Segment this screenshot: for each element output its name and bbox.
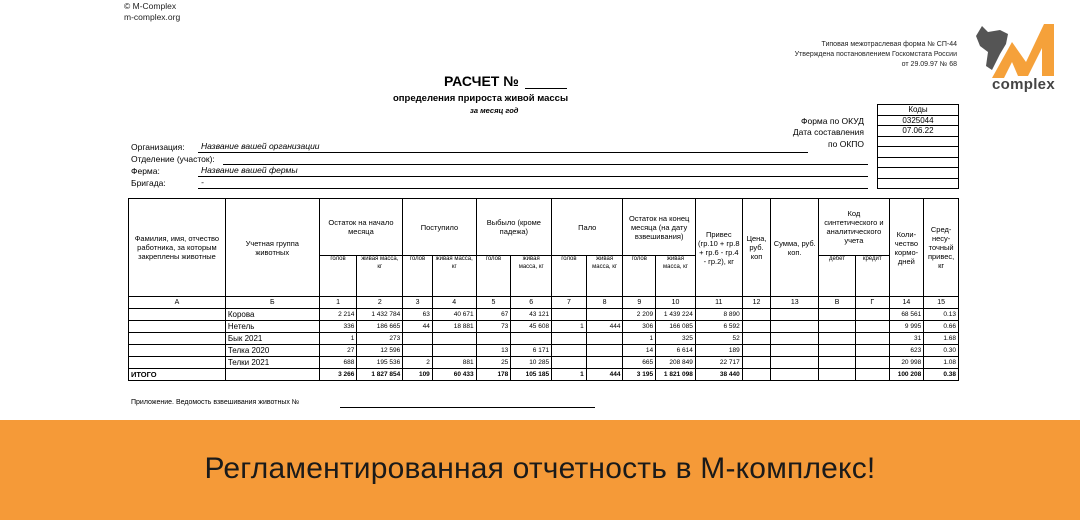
cell-credit: [855, 345, 889, 357]
cell-worker: [129, 321, 226, 333]
cell-worker: [129, 357, 226, 369]
column-number: В: [819, 297, 856, 309]
column-number: 14: [889, 297, 924, 309]
org-underline: [198, 152, 808, 153]
cell-value: 9 995: [889, 321, 924, 333]
subheader-mass: живая масса, кг: [586, 256, 623, 297]
total-value: 100 208: [889, 369, 924, 381]
total-value: 444: [586, 369, 623, 381]
cell-value: 10 285: [511, 357, 552, 369]
copyright: [124, 1, 180, 23]
cell-value: 1: [552, 321, 587, 333]
column-number: 3: [403, 297, 433, 309]
cell-value: 2 214: [319, 309, 357, 321]
cell-price: [742, 333, 771, 345]
website-line: m-complex.org: [124, 12, 181, 22]
cell-sum: [771, 321, 819, 333]
cell-sum: [771, 345, 819, 357]
cell-credit: [855, 357, 889, 369]
cell-value: 73: [476, 321, 511, 333]
cell-value: 0.66: [924, 321, 959, 333]
cell-value: 6 592: [695, 321, 742, 333]
okpo-label: по ОКПО: [828, 138, 864, 149]
org-value: Название вашей организации: [201, 141, 320, 151]
document-subtitle: определения прироста живой массы: [393, 93, 569, 104]
cell-group: Телка 2020: [225, 345, 319, 357]
cell-value: [552, 357, 587, 369]
header-price: Цена, руб. коп: [742, 199, 771, 297]
empty-code-cell: [878, 147, 959, 158]
total-value: 1 827 854: [357, 369, 403, 381]
appendix-underline: [340, 407, 595, 408]
subheader-mass: живая масса, кг: [432, 256, 476, 297]
header-group: Учетная группа животных: [225, 199, 319, 297]
cell-debit: [819, 357, 856, 369]
cell-value: [552, 309, 587, 321]
cell-value: 195 536: [357, 357, 403, 369]
total-value: 38 440: [695, 369, 742, 381]
subheader-debit: дебет: [819, 256, 856, 297]
cell-value: 623: [889, 345, 924, 357]
column-number: 5: [476, 297, 511, 309]
subheader-heads: голов: [623, 256, 656, 297]
cell-value: [403, 345, 433, 357]
cell-value: 25: [476, 357, 511, 369]
form-approval-line: Утверждена постановлением Госкомстата России: [794, 51, 957, 58]
cell-value: [586, 357, 623, 369]
cell-sum: [771, 309, 819, 321]
cell-value: 273: [357, 333, 403, 345]
copyright-line: © M-Complex: [124, 1, 177, 11]
header-out: Выбыло (кроме падежа): [476, 199, 551, 256]
dept-label: Отделение (участок):: [131, 154, 215, 164]
subheader-heads: голов: [552, 256, 587, 297]
appendix-note: Приложение. Ведомость взвешивания животных №: [131, 399, 300, 406]
banner-text: Регламентированная отчетность в М-комплекс!: [204, 452, 876, 485]
subheader-mass: живая масса, кг: [357, 256, 403, 297]
cell-price: [742, 321, 771, 333]
cell-value: 1 432 784: [357, 309, 403, 321]
cell-price: [742, 357, 771, 369]
cell-value: 44: [403, 321, 433, 333]
header-fio: Фамилия, имя, отчество работника, за которым закреплены животные: [129, 199, 226, 297]
form-header: [795, 40, 957, 70]
cell-value: 444: [586, 321, 623, 333]
empty-code-cell: [878, 178, 959, 189]
cell-value: [403, 333, 433, 345]
header-end: Остаток на конец месяца (на дату взвешивания): [623, 199, 695, 256]
brigade-value: -: [201, 177, 204, 187]
cell-value: 20 998: [889, 357, 924, 369]
cell-value: 43 121: [511, 309, 552, 321]
cell-value: [432, 345, 476, 357]
date-label: Дата составления: [792, 127, 864, 138]
cell-debit: [819, 369, 856, 381]
dept-underline: [223, 164, 868, 165]
column-number: 12: [742, 297, 771, 309]
column-number: 13: [771, 297, 819, 309]
date-value: 07.06.22: [878, 126, 959, 137]
cell-value: 63: [403, 309, 433, 321]
farm-underline: [198, 176, 868, 177]
header-sum: Сумма, руб. коп.: [771, 199, 819, 297]
cell-debit: [819, 333, 856, 345]
code-labels: [793, 116, 864, 150]
livestock-weight-table: [128, 198, 959, 381]
cell-price: [742, 345, 771, 357]
cell-sum: [771, 333, 819, 345]
cell-price: [742, 309, 771, 321]
empty-code-cell: [878, 168, 959, 179]
cell-value: 1: [623, 333, 656, 345]
column-number: 7: [552, 297, 587, 309]
cell-value: [432, 333, 476, 345]
cell-group: Телки 2021: [225, 357, 319, 369]
cell-sum: [771, 369, 819, 381]
cell-value: 52: [695, 333, 742, 345]
okpo-value: [878, 136, 959, 147]
cell-value: 2: [403, 357, 433, 369]
subheader-heads: голов: [476, 256, 511, 297]
cell-value: 2 209: [623, 309, 656, 321]
total-value: 3 195: [623, 369, 656, 381]
cell-value: [476, 333, 511, 345]
cell-value: [586, 309, 623, 321]
cell-value: 22 717: [695, 357, 742, 369]
header-avg: Сред-несу-точный привес, кг: [924, 199, 959, 297]
cell-worker: [129, 345, 226, 357]
cell-value: 881: [432, 357, 476, 369]
cell-value: 1.08: [924, 357, 959, 369]
cell-value: 688: [319, 357, 357, 369]
cell-value: [552, 345, 587, 357]
number-blank: [525, 76, 567, 89]
subheader-heads: голов: [403, 256, 433, 297]
codes-box: [877, 104, 959, 189]
okud-label: Форма по ОКУД: [801, 116, 864, 126]
cell-value: 67: [476, 309, 511, 321]
cell-debit: [819, 321, 856, 333]
cell-value: 14: [623, 345, 656, 357]
title-text: РАСЧЕТ №: [444, 73, 519, 89]
cell-value: 1: [319, 333, 357, 345]
cell-value: [586, 333, 623, 345]
farm-value: Название вашей фермы: [201, 165, 298, 175]
column-number: 6: [511, 297, 552, 309]
org-label: Организация:: [131, 142, 185, 152]
subheader-credit: кредит: [855, 256, 889, 297]
header-start: Остаток на начало месяца: [319, 199, 403, 256]
cell-value: 6 171: [511, 345, 552, 357]
total-value: 0.38: [924, 369, 959, 381]
table-row: [129, 357, 959, 369]
okud-value: 0325044: [878, 115, 959, 126]
cell-price: [742, 369, 771, 381]
cell-value: 336: [319, 321, 357, 333]
column-number: 4: [432, 297, 476, 309]
subheader-mass: живая масса, кг: [656, 256, 696, 297]
brigade-label: Бригада:: [131, 178, 166, 188]
cell-debit: [819, 309, 856, 321]
total-value: 60 433: [432, 369, 476, 381]
cell-value: 31: [889, 333, 924, 345]
total-value: 1 821 098: [656, 369, 696, 381]
cell-worker: [129, 309, 226, 321]
subheader-heads: голов: [319, 256, 357, 297]
cell-value: 166 085: [656, 321, 696, 333]
cell-value: 40 671: [432, 309, 476, 321]
column-number: Г: [855, 297, 889, 309]
logo-wordmark: complex: [992, 76, 1055, 93]
header-in: Поступило: [403, 199, 476, 256]
cell-group: [225, 369, 319, 381]
total-value: 3 266: [319, 369, 357, 381]
table-row: [129, 321, 959, 333]
header-code: Код синтетического и аналитического учета: [819, 199, 889, 256]
subheader-mass: живая масса, кг: [511, 256, 552, 297]
cell-group: Нетель: [225, 321, 319, 333]
cell-value: 1.68: [924, 333, 959, 345]
brigade-underline: [198, 188, 868, 189]
cell-value: 0.13: [924, 309, 959, 321]
table-row: [129, 345, 959, 357]
column-number: 15: [924, 297, 959, 309]
column-number: 1: [319, 297, 357, 309]
empty-code-cell: [878, 157, 959, 168]
column-number: 9: [623, 297, 656, 309]
total-value: 1: [552, 369, 587, 381]
cell-value: 27: [319, 345, 357, 357]
column-number: 2: [357, 297, 403, 309]
column-number: Б: [225, 297, 319, 309]
cell-value: 665: [623, 357, 656, 369]
cell-credit: [855, 309, 889, 321]
cell-value: 306: [623, 321, 656, 333]
column-number: 10: [656, 297, 696, 309]
form-date-line: от 29.09.97 № 68: [901, 61, 957, 68]
cell-value: [586, 345, 623, 357]
form-type-line: Типовая межотраслевая форма № СП-44: [821, 41, 957, 48]
column-number: 8: [586, 297, 623, 309]
cell-value: 18 881: [432, 321, 476, 333]
cell-value: 45 608: [511, 321, 552, 333]
codes-header: Коды: [878, 105, 959, 116]
cell-value: 0.30: [924, 345, 959, 357]
cell-value: 12 596: [357, 345, 403, 357]
cell-group: Корова: [225, 309, 319, 321]
document-period: за месяц год: [470, 106, 519, 115]
cell-value: 13: [476, 345, 511, 357]
cell-value: [552, 333, 587, 345]
cell-credit: [855, 333, 889, 345]
table-row: [129, 309, 959, 321]
cell-value: 6 614: [656, 345, 696, 357]
farm-label: Ферма:: [131, 166, 160, 176]
cell-value: 189: [695, 345, 742, 357]
cell-credit: [855, 369, 889, 381]
cell-value: 186 665: [357, 321, 403, 333]
table-row: [129, 333, 959, 345]
cell-value: 208 849: [656, 357, 696, 369]
total-value: 109: [403, 369, 433, 381]
document-title: [444, 73, 567, 89]
cell-value: [511, 333, 552, 345]
cell-sum: [771, 357, 819, 369]
header-gain: Привес (гр.10 + гр.8 + гр.6 - гр.4 - гр.2), кг: [695, 199, 742, 297]
total-value: 178: [476, 369, 511, 381]
cell-debit: [819, 345, 856, 357]
total-row: [129, 369, 959, 381]
header-days: Коли-чество кормо-дней: [889, 199, 924, 297]
cell-value: 8 890: [695, 309, 742, 321]
column-number: 11: [695, 297, 742, 309]
cell-value: 68 561: [889, 309, 924, 321]
cell-group: Бык 2021: [225, 333, 319, 345]
cell-credit: [855, 321, 889, 333]
cell-value: 325: [656, 333, 696, 345]
cell-value: 1 439 224: [656, 309, 696, 321]
header-dead: Пало: [552, 199, 623, 256]
cell-worker: [129, 333, 226, 345]
total-label: ИТОГО: [129, 369, 226, 381]
column-number: А: [129, 297, 226, 309]
total-value: 105 185: [511, 369, 552, 381]
